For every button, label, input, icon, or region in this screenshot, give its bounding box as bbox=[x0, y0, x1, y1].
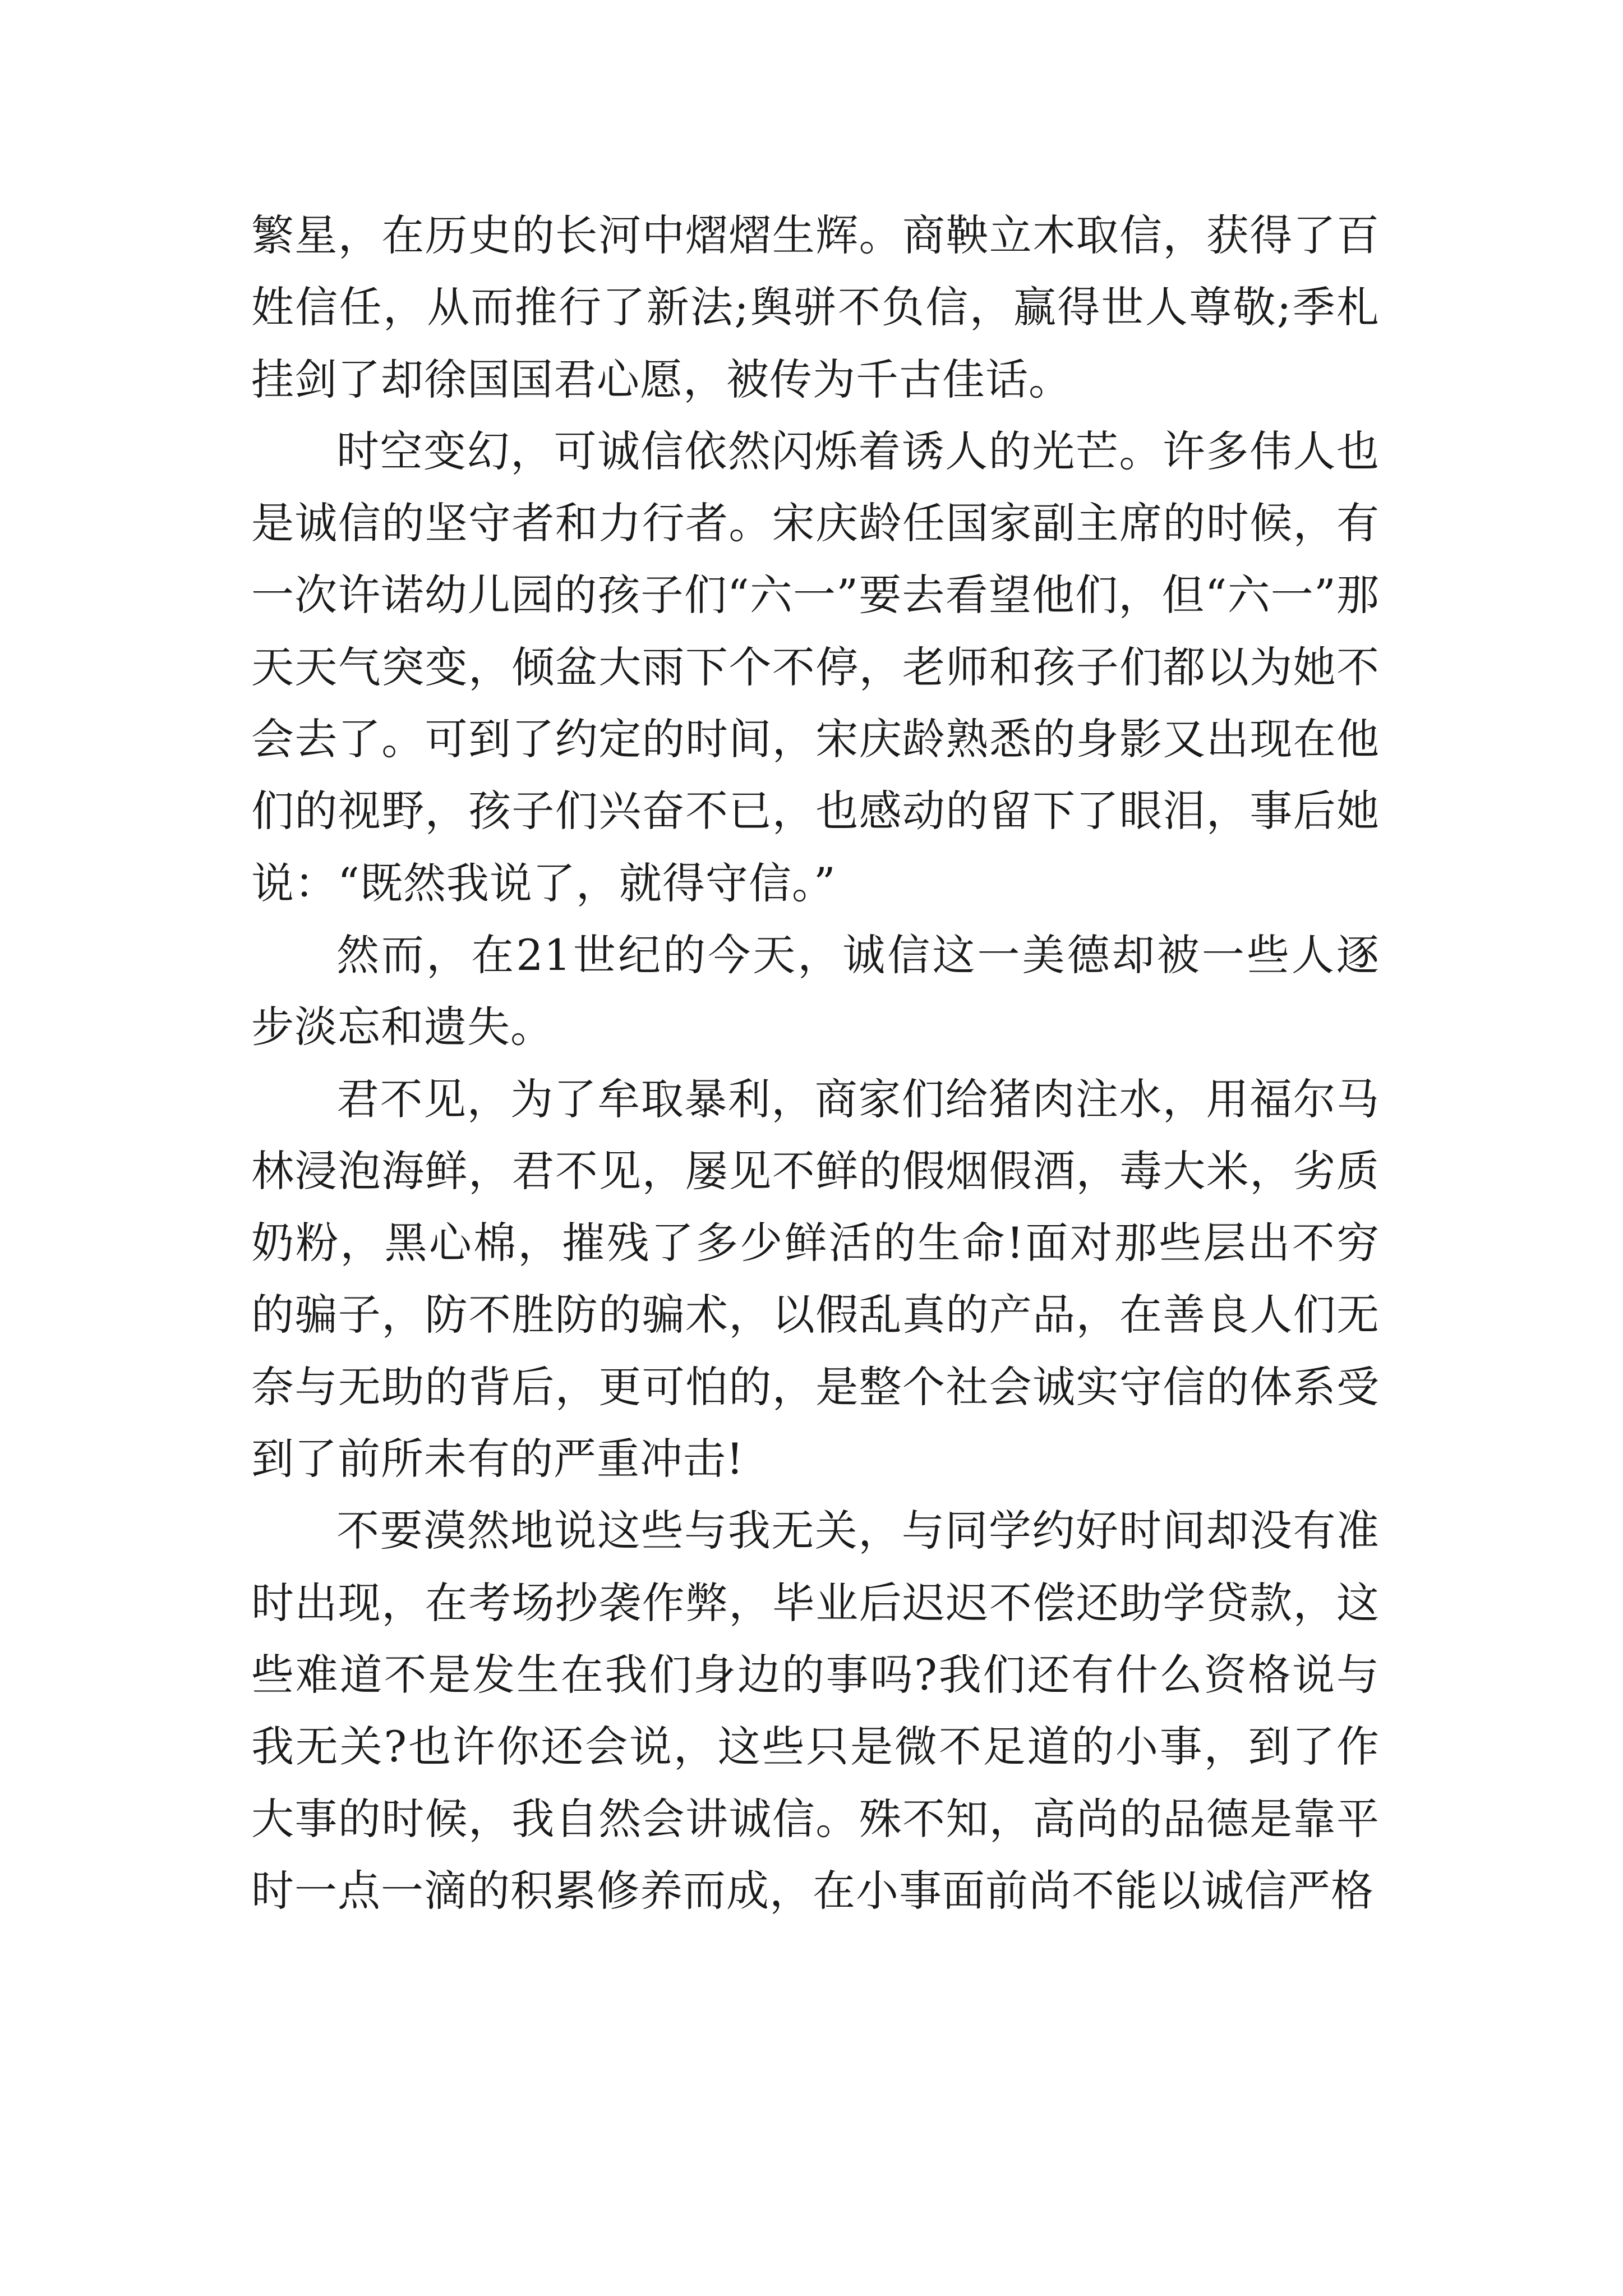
essay-body bbox=[251, 200, 1380, 1927]
paragraph-1: 繁星，在历史的长河中熠熠生辉。商鞅立木取信，获得了百姓信任，从而推行了新法;舆骈不负信，赢得世人尊敬;季札挂剑了却徐国国君心愿，被传为千古佳话。 bbox=[251, 210, 1380, 404]
paragraph-4: 君不见，为了牟取暴利，商家们给猪肉注水，用福尔马林浸泡海鲜，君不见，屡见不鲜的假烟假酒，毒大米，劣质奶粉，黑心棉，摧残了多少鲜活的生命!面对那些层出不穷的骗子，防不胜防的骗术，以假乱真的产品，在善良人们无奈与无助的背后，更可怕的，是整个社会诚实守信的体系受到了前所未有的严重冲击! bbox=[251, 1074, 1380, 1484]
paragraph-5: 不要漠然地说这些与我无关，与同学约好时间却没有准时出现，在考场抄袭作弊，毕业后迟迟不偿还助学贷款，这些难道不是发生在我们身边的事吗?我们还有什么资格说与我无关?也许你还会说，这些只是微不足道的小事，到了作大事的时候，我自然会讲诚信。殊不知，高尚的品德是靠平时一点一滴的积累修养而成，在小事面前尚不能以诚信严格 bbox=[251, 1506, 1380, 1916]
paragraph-2: 时空变幻，可诚信依然闪烁着诱人的光芒。许多伟人也是诚信的坚守者和力行者。宋庆龄任国家副主席的时候，有一次许诺幼儿园的孩子们“六一”要去看望他们，但“六一”那天天气突变，倾盆大雨下个不停，老师和孩子们都以为她不会去了。可到了约定的时间，宋庆龄熟悉的身影又出现在他们的视野，孩子们兴奋不已，也感动的留下了眼泪，事后她说：“既然我说了，就得守信。” bbox=[251, 426, 1380, 908]
paragraph-3: 然而，在21世纪的今天，诚信这一美德却被一些人逐步淡忘和遗失。 bbox=[251, 930, 1380, 1052]
